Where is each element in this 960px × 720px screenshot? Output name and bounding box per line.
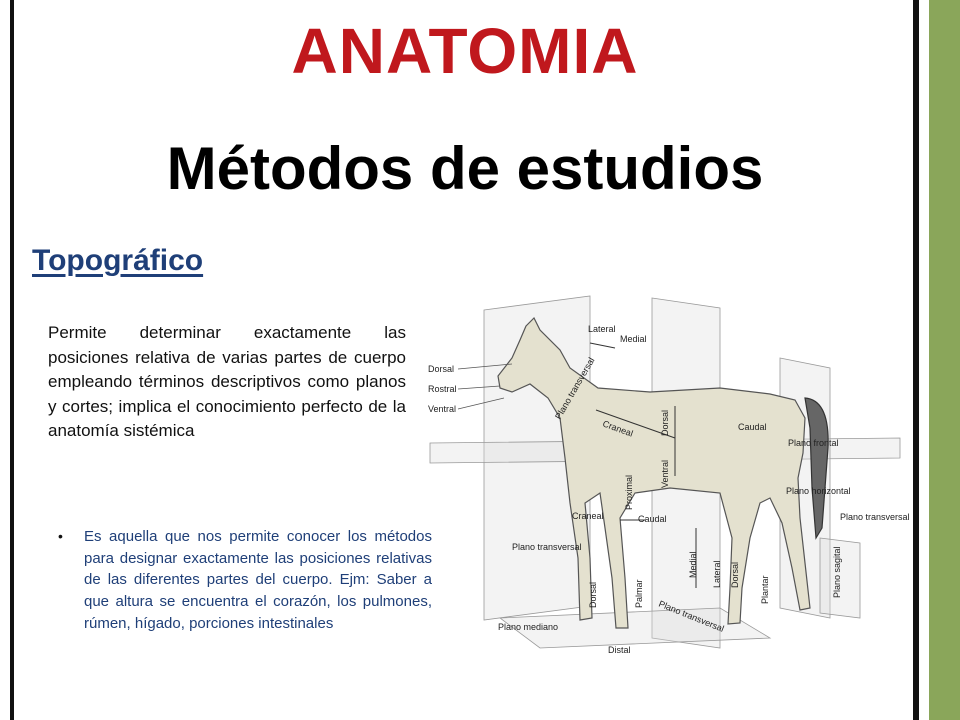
label-craneal: Craneal [601, 418, 635, 439]
slide-frame-right [913, 0, 919, 720]
label-craneal-leg: Craneal [572, 511, 604, 521]
label-plano-mediano: Plano mediano [498, 622, 559, 632]
accent-bar [929, 0, 960, 720]
label-plano-transversal-left: Plano transversal [512, 542, 582, 552]
horse-anatomy-figure [420, 288, 910, 668]
label-lateral: Lateral [588, 324, 616, 334]
slide-title: ANATOMIA [291, 15, 639, 87]
label-dorsal: Dorsal [428, 364, 455, 374]
bullet-text: Es aquella que nos permite conocer los métodos para designar exactamente las posiciones relativas de las diferentes partes del cuerpo. Ejm: Saber a que altura se encuentra el corazón, los pulmones, rúmen, hígado, porciones intestinales [84, 528, 432, 632]
label-ventral: Ventral [428, 404, 457, 414]
label-medial: Medial [620, 334, 647, 344]
label-dorsal-leg: Dorsal [730, 561, 740, 588]
label-distal: Distal [608, 645, 631, 655]
arrow-lateral-medial [590, 343, 615, 348]
label-rostral: Rostral [428, 384, 457, 394]
label-plano-sagital: Plano sagital [832, 546, 842, 598]
label-plano-horizontal: Plano horizontal [786, 486, 851, 496]
label-palmar: Palmar [634, 579, 644, 608]
label-lateral-leg: Lateral [712, 560, 722, 588]
label-dorsal-front: Dorsal [588, 581, 598, 608]
slide-subtitle: Métodos de estudios [166, 135, 764, 202]
label-proximal: Proximal [624, 474, 634, 510]
section-heading: Topográfico [32, 244, 204, 277]
slide-frame-left [10, 0, 14, 720]
description-paragraph: Permite determinar exactamente las posiciones relativa de varias partes de cuerpo empleando términos descriptivos como planos y cortes; implica el conocimiento perfecto de la anatomía sistémica [48, 323, 406, 440]
label-caudal: Caudal [738, 422, 767, 432]
label-plano-frontal: Plano frontal [788, 438, 839, 448]
bullet-item [58, 526, 432, 635]
label-plano-transversal-right: Plano transversal [840, 512, 910, 522]
label-ventral-body: Ventral [660, 459, 670, 488]
bullet-dot-icon: • [58, 528, 63, 544]
label-plano-transversal-head: Plano transversal [553, 355, 597, 421]
label-caudal-leg: Caudal [638, 514, 667, 524]
label-plano-transversal-bottom: Plano transversal [657, 598, 726, 634]
bullet-list [58, 526, 432, 635]
label-dorsal-body: Dorsal [660, 409, 670, 436]
label-plantar: Plantar [760, 575, 770, 604]
label-medial-leg: Medial [688, 551, 698, 578]
